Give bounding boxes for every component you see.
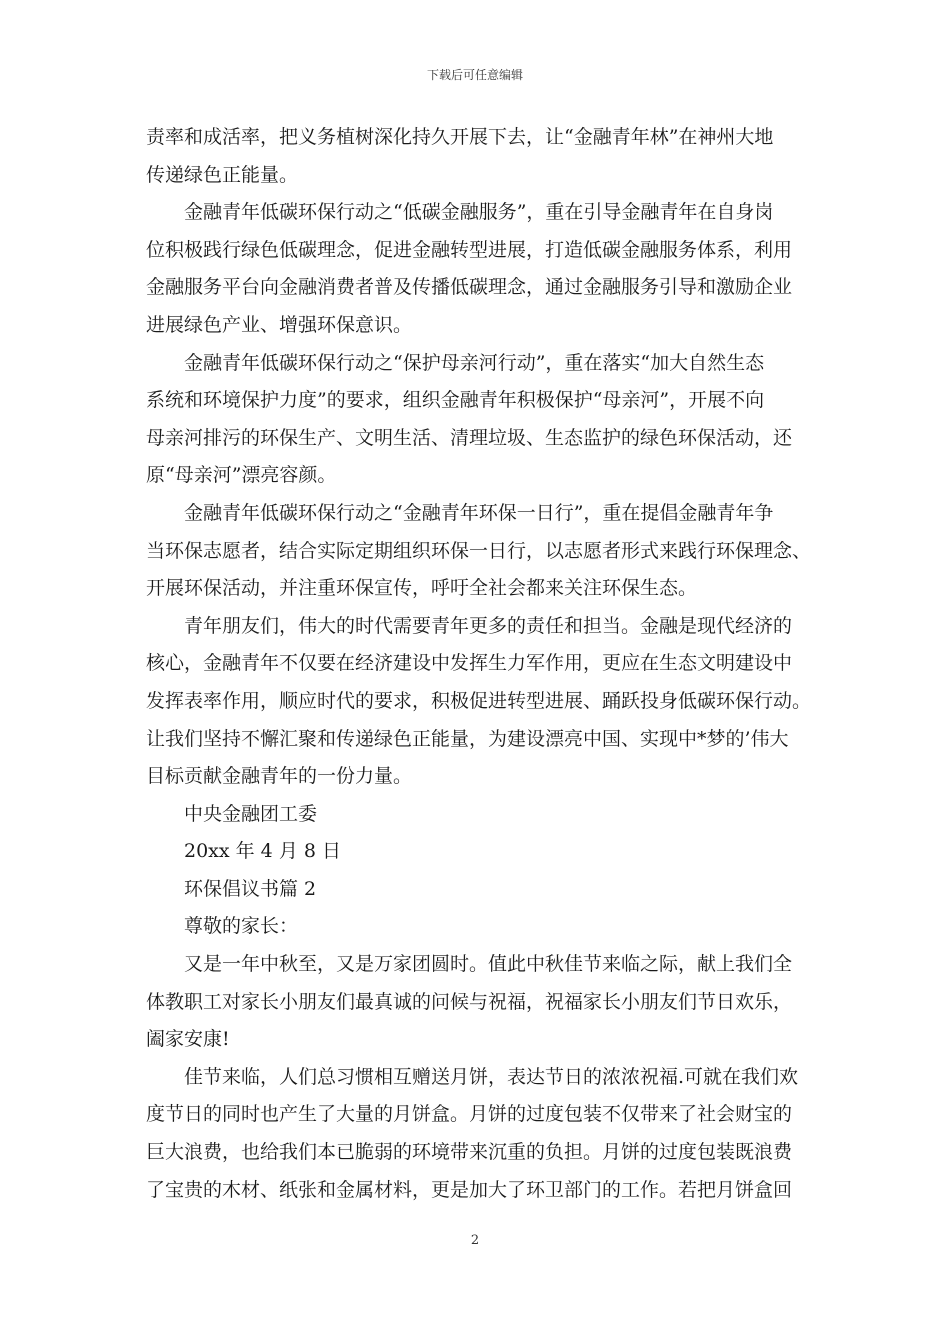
text-line: 又是一年中秋至，又是万家团圆时。值此中秋佳节来临之际，献上我们全 — [184, 953, 793, 976]
text-line: 青年朋友们，伟大的时代需要青年更多的责任和担当。金融是现代经济的 — [184, 614, 793, 637]
text-line: 核心，金融青年不仅要在经济建设中发挥生力军作用，更应在生态文明建设中 — [146, 652, 793, 675]
text-line: 佳节来临，人们总习惯相互赠送月饼，表达节日的浓浓祝福.可就在我们欢 — [184, 1065, 799, 1088]
document-body — [146, 119, 812, 1209]
text-line: 金融青年低碳环保行动之“金融青年环保一日行”，重在提倡金融青年争 — [184, 501, 774, 524]
page-header: 下载后可任意编辑 — [426, 68, 523, 82]
text-line: 目标贡献金融青年的一份力量。 — [146, 765, 413, 788]
text-line: 让我们坚持不懈汇聚和传递绿色正能量，为建设漂亮中国、实现中*梦的’伟大 — [146, 727, 789, 750]
text-line: 体教职工对家长小朋友们最真诚的问候与祝福，祝福家长小朋友们节日欢乐， — [146, 990, 793, 1013]
text-line: 了宝贵的木材、纸张和金属材料，更是加大了环卫部门的工作。若把月饼盒回 — [146, 1178, 793, 1201]
text-line: 当环保志愿者，结合实际定期组织环保一日行，以志愿者形式来践行环保理念、 — [146, 539, 812, 562]
page-number: 2 — [470, 1233, 480, 1248]
text-line: 母亲河排污的环保生产、文明生活、清理垃圾、生态监护的绿色环保活动，还 — [146, 426, 793, 449]
text-line: 系统和环境保护力度”的要求，组织金融青年积极保护“母亲河”，开展不向 — [146, 389, 765, 412]
text-line: 传递绿色正能量。 — [146, 163, 299, 186]
text-line: 金融青年低碳环保行动之“保护母亲河行动”，重在落实“加大自然生态 — [184, 351, 765, 374]
text-line: 位积极践行绿色低碳理念，促进金融转型进展，打造低碳金融服务体系，利用 — [146, 238, 793, 261]
text-line: 尊敬的家长： — [184, 915, 299, 938]
text-line: 金融青年低碳环保行动之“低碳金融服务”，重在引导金融青年在自身岗 — [184, 201, 774, 224]
text-line: 进展绿色产业、增强环保意识。 — [146, 313, 413, 336]
text-line: 开展环保活动，并注重环保宣传，呼吁全社会都来关注环保生态。 — [146, 577, 698, 600]
text-line: 责率和成活率，把义务植树深化持久开展下去，让“金融青年林”在神州大地 — [146, 126, 774, 148]
text-line: 20xx 年 4 月 8 日 — [184, 840, 341, 863]
text-line: 度节日的同时也产生了大量的月饼盒。月饼的过度包装不仅带来了社会财宝的 — [146, 1103, 793, 1126]
text-line: 巨大浪费，也给我们本已脆弱的环境带来沉重的负担。月饼的过度包装既浪费 — [146, 1141, 793, 1164]
text-line: 发挥表率作用，顺应时代的要求，积极促进转型进展、踊跃投身低碳环保行动。 — [146, 689, 812, 712]
text-line: 金融服务平台向金融消费者普及传播低碳理念，通过金融服务引导和激励企业 — [146, 276, 793, 299]
text-line: 环保倡议书篇 2 — [184, 877, 317, 900]
text-line: 中央金融团工委 — [184, 802, 318, 825]
text-line: 阖家安康! — [146, 1028, 230, 1051]
text-line: 原“母亲河”漂亮容颜。 — [146, 464, 337, 487]
